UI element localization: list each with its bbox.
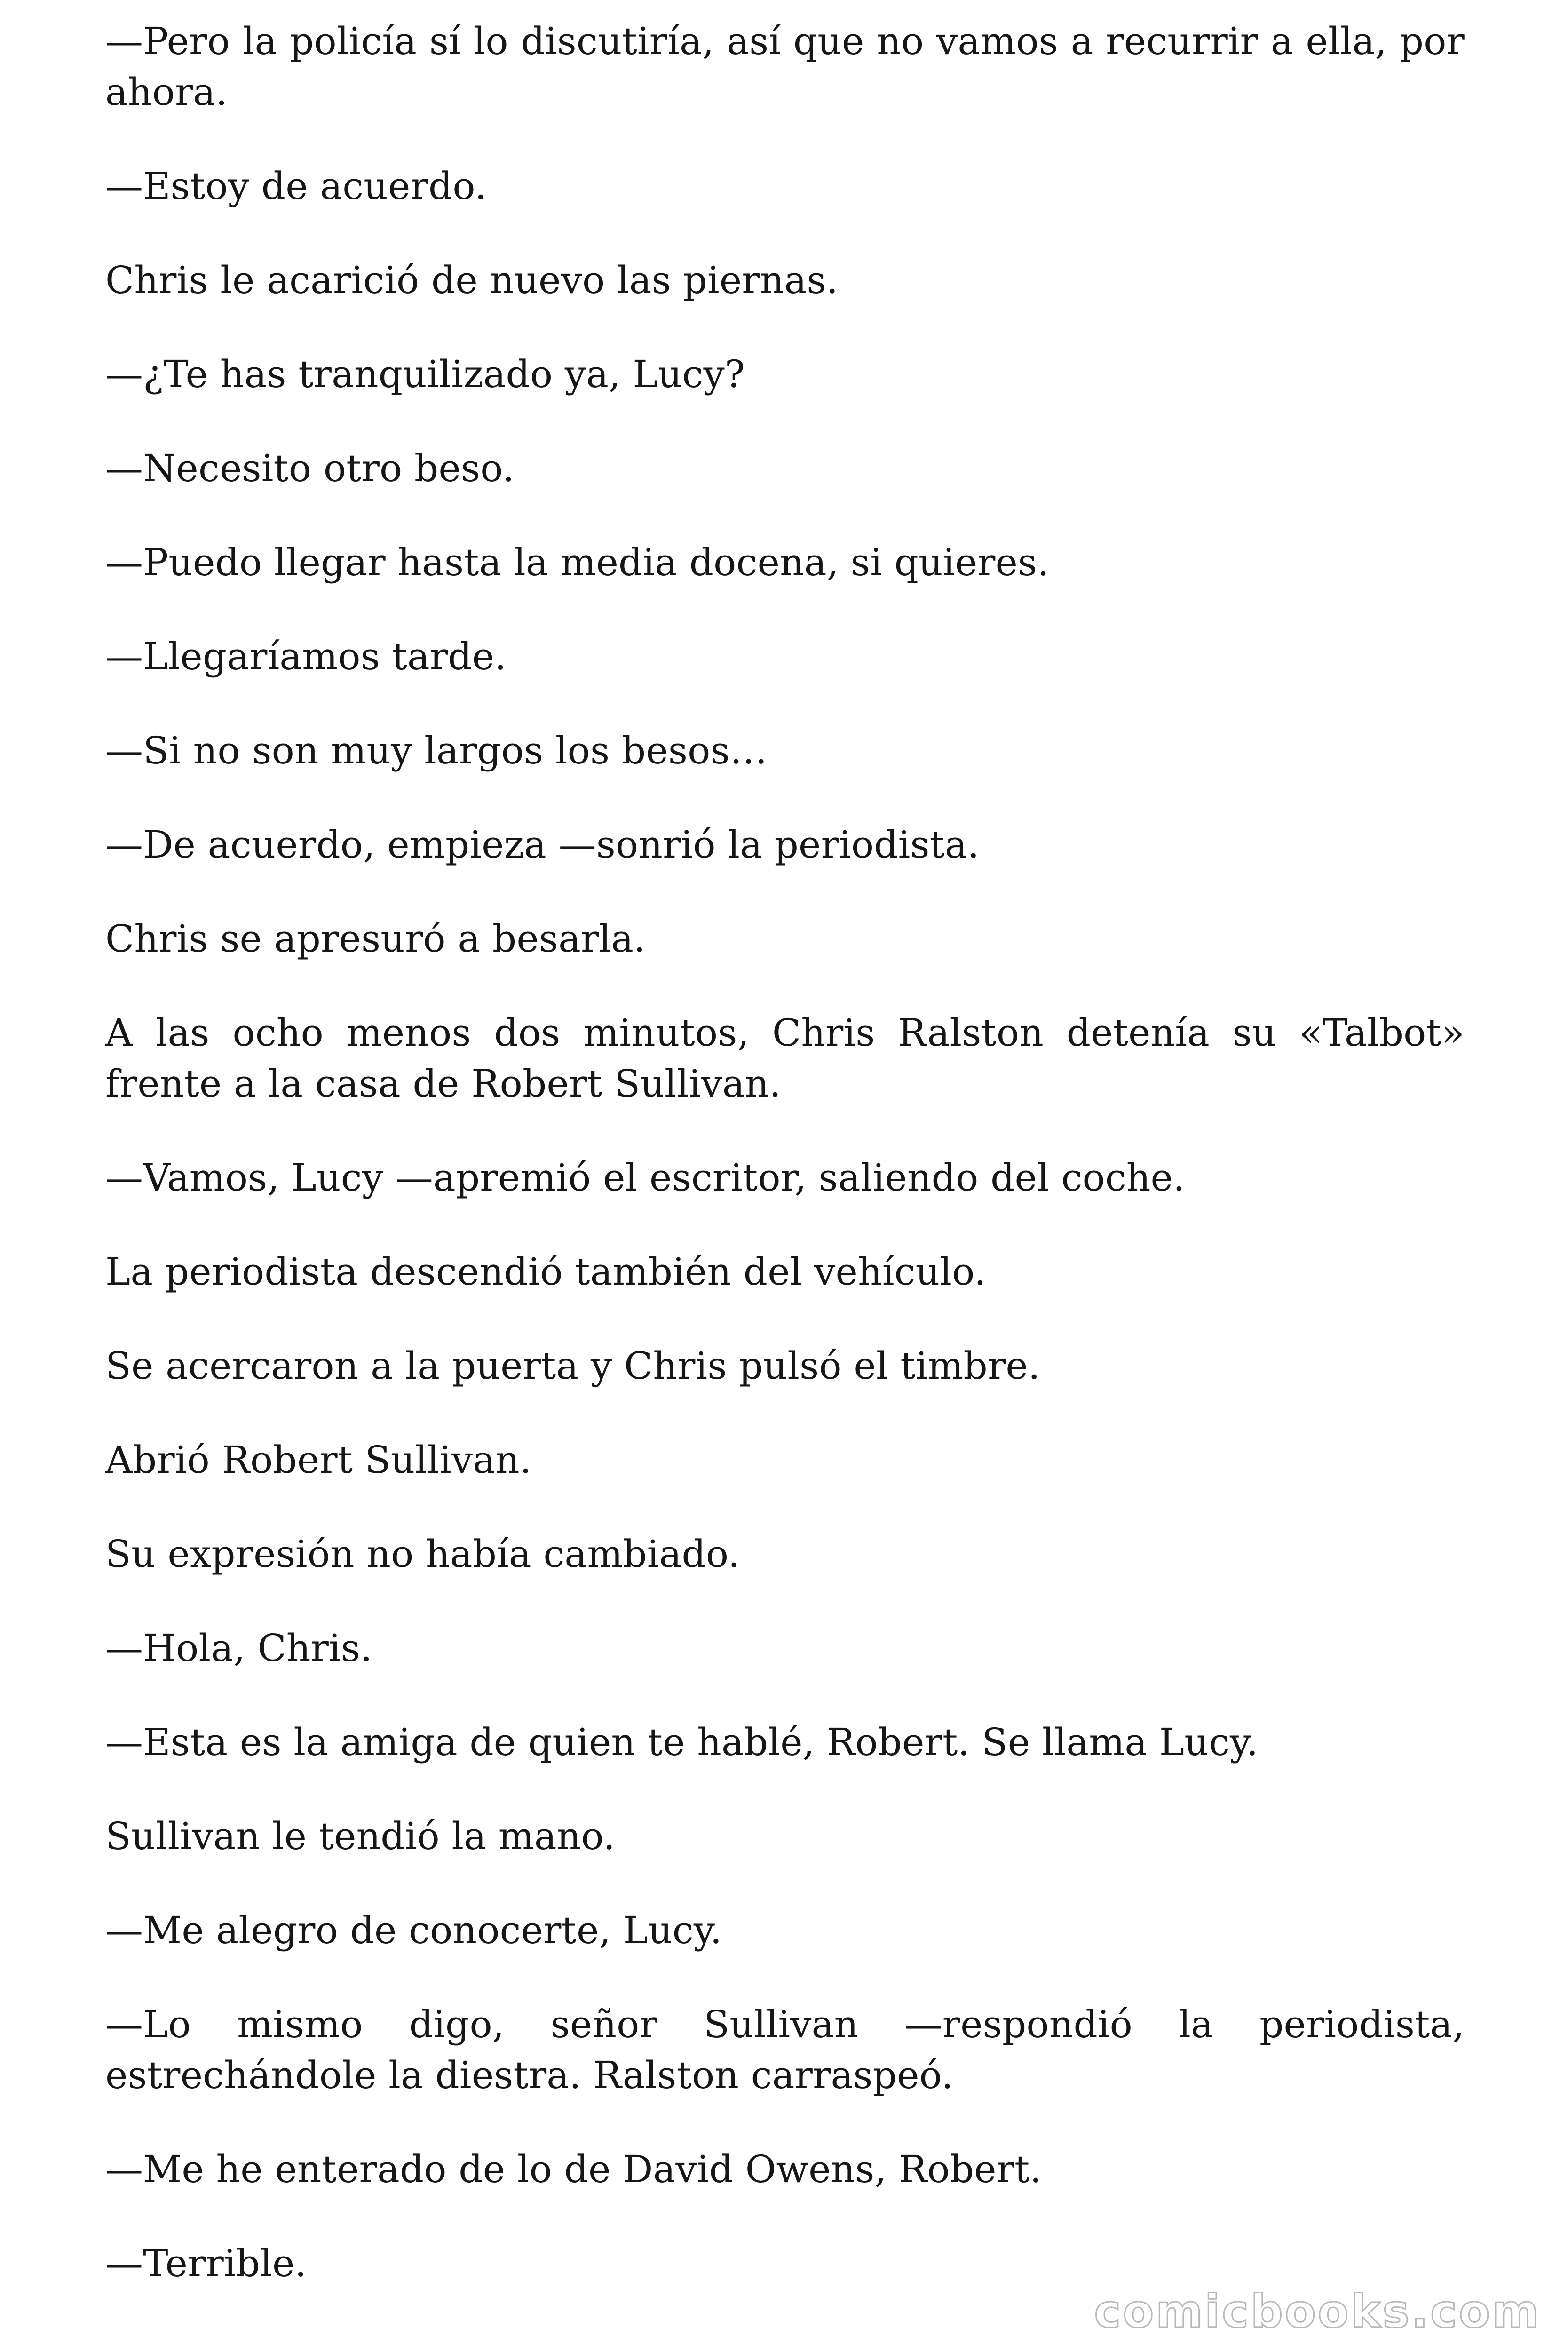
- paragraph: —Puedo llegar hasta la media docena, si quieres.: [105, 540, 1049, 584]
- paragraph: Chris le acarició de nuevo las piernas.: [105, 258, 839, 302]
- paragraph: —Si no son muy largos los besos…: [105, 729, 768, 772]
- paragraph: —Me alegro de conocerte, Lucy.: [105, 1908, 722, 1952]
- paragraph: —Necesito otro beso.: [105, 446, 515, 490]
- paragraph: Chris se apresuró a besarla.: [105, 917, 646, 961]
- paragraph: —De acuerdo, empieza —sonrió la periodista.: [105, 823, 980, 866]
- paragraph: —Lo mismo digo, señor Sullivan —respondió la periodista, estrechándole la diestra. Ralston carraspeó.: [105, 2002, 1465, 2097]
- paragraph: —Llegaríamos tarde.: [105, 635, 507, 678]
- paragraph: Se acercaron a la puerta y Chris pulsó el timbre.: [105, 1344, 1040, 1388]
- paragraph: —Hola, Chris.: [105, 1626, 372, 1670]
- paragraph: —¿Te has tranquilizado ya, Lucy?: [105, 352, 745, 396]
- paragraph: —Vamos, Lucy —apremió el escritor, saliendo del coche.: [105, 1156, 1185, 1200]
- paragraph: —Terrible.: [105, 2241, 307, 2285]
- paragraph: A las ocho menos dos minutos, Chris Ralston detenía su «Talbot» frente a la casa de Robert Sullivan.: [105, 1011, 1465, 1105]
- paragraph: —Estoy de acuerdo.: [105, 164, 487, 208]
- paragraph: La periodista descendió también del vehículo.: [105, 1250, 986, 1294]
- paragraph: —Pero la policía sí lo discutiría, así que no vamos a recurrir a ella, por ahora.: [105, 19, 1465, 114]
- paragraph: —Esta es la amiga de quien te hablé, Robert. Se llama Lucy.: [105, 1720, 1259, 1764]
- paragraph: —Me he enterado de lo de David Owens, Robert.: [105, 2147, 1042, 2191]
- paragraph: Sullivan le tendió la mano.: [105, 1814, 616, 1858]
- paragraph: Abrió Robert Sullivan.: [105, 1438, 532, 1482]
- text-column: [105, 16, 1465, 2332]
- paragraph: Su expresión no había cambiado.: [105, 1532, 740, 1576]
- watermark: comicbooks.com: [1094, 2285, 1541, 2338]
